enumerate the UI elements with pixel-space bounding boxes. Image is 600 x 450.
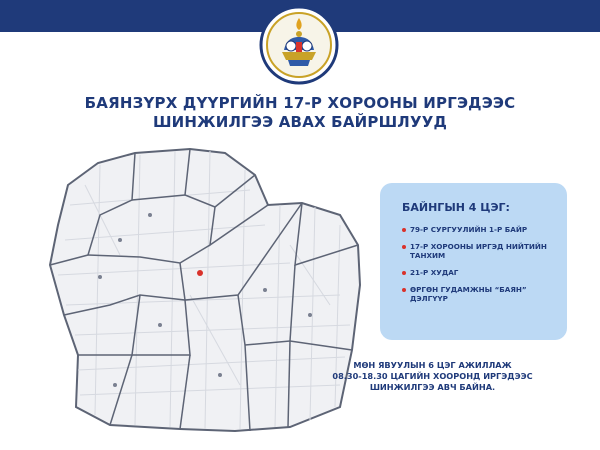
map-marker	[308, 313, 312, 317]
info-card-title: БАЙНГЫН 4 ЦЭГ:	[402, 201, 510, 214]
map-marker	[197, 270, 203, 276]
title-line-2: ШИНЖИЛГЭЭ АВАХ БАЙРШЛУУД	[152, 113, 448, 131]
location-item: 79-Р СУРГУУЛИЙН 1-Р БАЙР	[402, 225, 560, 234]
footer-note-line-3: ШИНЖИЛГЭЭ АВЧ БАЙНА.	[369, 382, 496, 392]
map-marker	[218, 373, 222, 377]
map-marker	[118, 238, 122, 242]
page-title	[0, 94, 600, 132]
footer-note-line-1: МӨН ЯВУУЛЫН 6 ЦЭГ АЖИЛЛАЖ	[353, 360, 512, 370]
title-line-1: БАЯНЗҮРХ ДҮҮРГИЙН 17-Р ХОРООНЫ ИРГЭДЭЭС	[84, 94, 516, 112]
map-marker	[148, 213, 152, 217]
location-list	[402, 225, 560, 311]
map-marker	[158, 323, 162, 327]
location-item: ӨРГӨН ГУДАМЖНЫ “БАЯН” ДЭЛГҮҮР	[402, 285, 560, 303]
map-marker	[98, 275, 102, 279]
location-item: 21-Р ХУДАГ	[402, 268, 560, 277]
footer-note-line-2: 08.30-18.30 ЦАГИЙН ХООРОНД ИРГЭДЭЭС	[332, 371, 533, 381]
footer-note	[300, 360, 565, 393]
location-item: 17-Р ХОРООНЫ ИРГЭД НИЙТИЙН ТАНХИМ	[402, 242, 560, 260]
district-emblem-icon	[258, 4, 340, 86]
map-marker	[113, 383, 117, 387]
map-marker	[263, 288, 267, 292]
info-card	[380, 183, 567, 340]
